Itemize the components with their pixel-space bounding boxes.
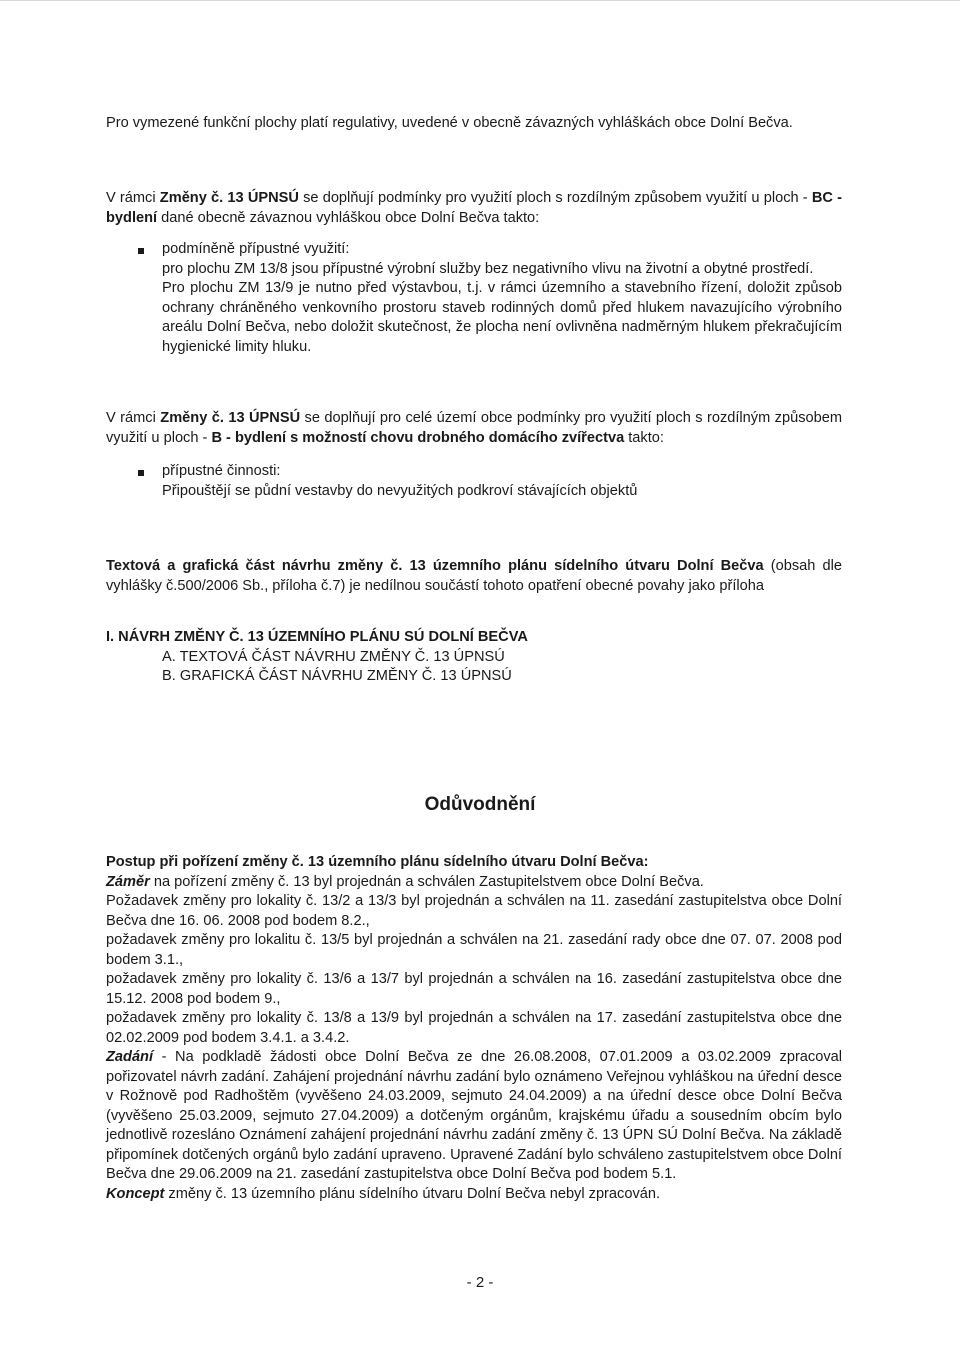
change-ref: Změny č. 13 ÚPNSÚ (160, 410, 301, 426)
proposal-item-a: A. TEXTOVÁ ČÁST NÁVRHU ZMĚNY Č. 13 ÚPNSÚ (162, 648, 505, 665)
permitted-activities-title: přípustné činnosti: (162, 463, 281, 479)
request-1: Požadavek změny pro lokality č. 13/2 a 13/3 byl projednán a schválen na 11. zasedání zastupitelstva obce Dolní Bečva dne 16. 06. 2008 pod bodem 8.2., (106, 893, 842, 929)
request-2: požadavek změny pro lokalitu č. 13/5 byl projednán a schválen na 21. zasedání rady obce dne 07. 07. 2008 pod bodem 3.1., (106, 932, 842, 968)
text-prefix: V rámci (106, 410, 161, 426)
text-suffix: dané obecně závaznou vyhláškou obce Dolní Bečva takto: (157, 209, 540, 226)
bullet-marker (138, 248, 144, 254)
change-b-paragraph (106, 409, 842, 448)
koncept-text: změny č. 13 územního plánu sídelního útvaru Dolní Bečva nebyl zpracován. (164, 1185, 661, 1202)
proposal-heading: I. NÁVRH ZMĚNY Č. 13 ÚZEMNÍHO PLÁNU SÚ DOLNÍ BEČVA (106, 629, 528, 645)
zone-b: B - bydlení s možností chovu drobného domácího zvířectva (211, 429, 625, 446)
conditional-use-zm139: Pro plochu ZM 13/9 je nutno před výstavbou, t.j. v rámci územního a stavebního řízení, doložit způsob ochrany chráněného venkovního prostoru staveb rodinných domů před hlukem navazujícího výrobního areálu Dolní Bečva, nebo doložit skutečnost, že plocha není ovlivněna nadměrným hlukem překračujícím hygienické limity hluku. (162, 280, 842, 355)
request-3: požadavek změny pro lokality č. 13/6 a 13/7 byl projednán a schválen na 16. zasedání zastupitelstva obce dne 15.12. 2008 pod bodem 9., (106, 971, 842, 1007)
text-mid: se doplňují podmínky pro využití ploch s rozdílným způsobem využití u ploch - (298, 190, 812, 206)
zamer-label: Záměr (106, 873, 150, 890)
request-4: požadavek změny pro lokality č. 13/8 a 13/9 byl projednán a schválen na 17. zasedání zastupitelstva obce dne 02.02.2009 pod bodem 3.4.1. a 3.4.2. (106, 1010, 842, 1046)
proposal-item-b: B. GRAFICKÁ ČÁST NÁVRHU ZMĚNY Č. 13 ÚPNSÚ (162, 668, 512, 684)
conditional-use-zm138: pro plochu ZM 13/8 jsou přípustné výrobní služby bez negativního vlivu na životní a obytné prostředí. (162, 260, 814, 277)
conditional-use-title: podmíněně přípustné využití: (162, 241, 350, 257)
permitted-activities-text: Připouštějí se půdní vestavby do nevyužitých podkroví stávajících objektů (162, 482, 638, 499)
zadani-text: - Na podkladě žádosti obce Dolní Bečva ze dne 26.08.2008, 07.01.2009 a 03.02.2009 zpracoval pořizovatel návrh zadání. Zahájení projednání návrhu zadání bylo oznámeno Veřejnou vyhláškou na úřední desce v Rožnově pod Radhoštěm (vyvěšeno 24.03.2009, sejmuto 24.04.2009) a na úřední desce obce Dolní Bečva (vyvěšeno 25.03.2009, sejmuto 27.04.2009) a dotčeným orgánům, krajskému úřadu a sousedním obcím bylo jednotlivě rozesláno Oznámení zahájení projednání návrhu zadání změny č. 13 ÚPN SÚ Dolní Bečva. Na základě připomínek dotčených orgánů bylo zadání upraveno. Upravené Zadání bylo schváleno zastupitelstvem obce Dolní Bečva dne 29.06.2009 na 21. zasedání zastupitelstva obce Dolní Bečva pod bodem 5.1. (106, 1049, 842, 1182)
change-ref: Změny č. 13 ÚPNSÚ (159, 190, 299, 206)
text-suffix: takto: (624, 429, 664, 446)
text-prefix: V rámci (106, 190, 160, 206)
attachment-paragraph (106, 557, 842, 596)
attachment-title: Textová a grafická část návrhu změny č. 13 územního plánu sídelního útvaru Dolní Bečva (106, 558, 764, 574)
top-rule (0, 0, 960, 1)
text-mid: se doplňují pro celé území obce podmínky pro využití ploch s rozdílným způsobem využití u ploch - (106, 410, 842, 446)
bullet-marker (138, 470, 144, 476)
zadani-label: Zadání (106, 1049, 154, 1065)
procedure-heading: Postup při pořízení změny č. 13 územního plánu sídelního útvaru Dolní Bečva: (106, 854, 649, 870)
change-bc-paragraph (106, 189, 842, 228)
section-title: Odůvodnění (424, 794, 536, 815)
proposal-list (106, 628, 842, 687)
regulations-text: Pro vymezené funkční plochy platí regulativy, uvedené v obecně závazných vyhláškách obce Dolní Bečva. (106, 115, 793, 131)
koncept-label: Koncept (106, 1185, 165, 1202)
conditional-use-block (162, 240, 842, 357)
zamer-text: na pořízení změny č. 13 byl projednán a schválen Zastupitelstvem obce Dolní Bečva. (149, 873, 704, 890)
permitted-activities-block (162, 462, 842, 501)
regulations-paragraph (106, 114, 842, 134)
attachment-text: (obsah dle vyhlášky č.500/2006 Sb., příloha č.7) je nedílnou součástí tohoto opatření obecné povahy jako příloha (106, 558, 842, 594)
page-number: - 2 - (466, 1274, 494, 1291)
zone-bc: BC - bydlení (106, 190, 842, 226)
procedure-section (106, 853, 842, 1204)
